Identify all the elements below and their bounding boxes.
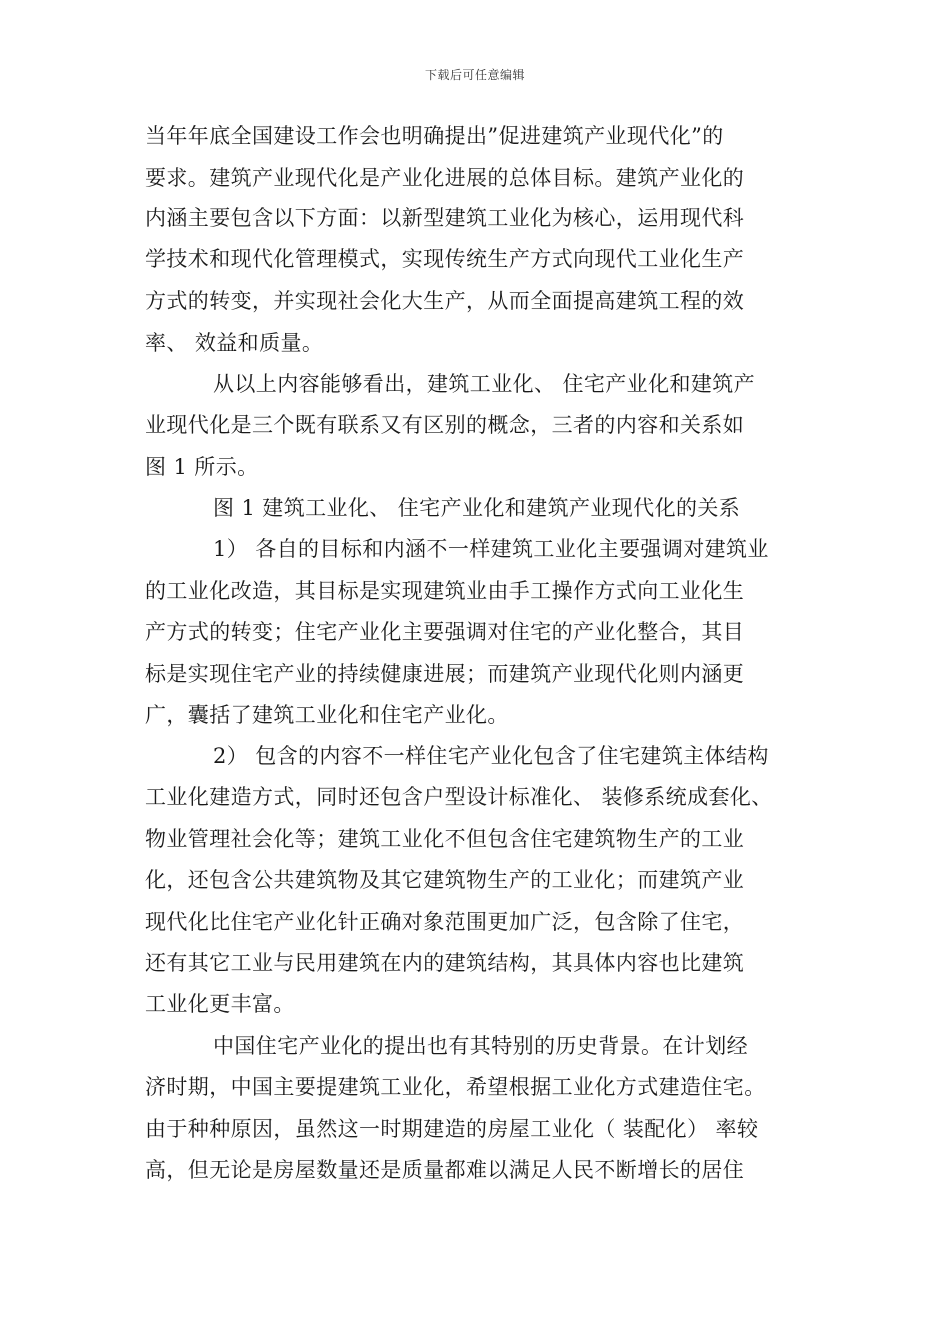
text-line: 由于种种原因，虽然这一时期建造的房屋工业化（ 装配化） 率较 (145, 1117, 759, 1141)
text-line: 工业化更丰富。 (145, 992, 295, 1016)
text-line: 1） 各自的目标和内涵不一样建筑工业化主要强调对建筑业 (213, 537, 769, 561)
text-line: 工业化建造方式，同时还包含户型设计标准化、 装修系统成套化、 (145, 785, 773, 809)
text-line: 要求。建筑产业现代化是产业化进展的总体目标。建筑产业化的 (145, 166, 745, 190)
text-line: 率、 效益和质量。 (145, 331, 324, 355)
text-line: 当年年底全国建设工作会也明确提出”促进建筑产业现代化”的 (145, 124, 724, 148)
page-header: 下载后可任意编辑 (424, 68, 525, 82)
text-line: 内涵主要包含以下方面：以新型建筑工业化为核心，运用现代科 (145, 206, 745, 230)
text-line: 方式的转变，并实现社会化大生产，从而全面提高建筑工程的效 (145, 289, 745, 313)
text-line: 济时期，中国主要提建筑工业化，希望根据工业化方式建造住宅。 (145, 1075, 766, 1099)
text-line: 图 1 所示。 (145, 455, 259, 479)
text-line: 标是实现住宅产业的持续健康进展；而建筑产业现代化则内涵更 (145, 662, 745, 686)
text-line: 中国住宅产业化的提出也有其特别的历史背景。在计划经 (213, 1034, 748, 1058)
text-line: 还有其它工业与民用建筑在内的建筑结构，其具体内容也比建筑 (145, 951, 745, 975)
text-line: 广，囊括了建筑工业化和住宅产业化。 (145, 703, 509, 727)
figure-caption: 图 1 建筑工业化、 住宅产业化和建筑产业现代化的关系 (213, 496, 741, 520)
text-line: 物业管理社会化等；建筑工业化不但包含住宅建筑物生产的工业 (145, 827, 745, 851)
text-line: 2） 包含的内容不一样住宅产业化包含了住宅建筑主体结构 (213, 744, 769, 768)
text-line: 学技术和现代化管理模式，实现传统生产方式向现代工业化生产 (145, 247, 745, 271)
text-line: 从以上内容能够看出，建筑工业化、 住宅产业化和建筑产 (213, 372, 756, 396)
text-line: 的工业化改造，其目标是实现建筑业由手工操作方式向工业化生 (145, 579, 745, 603)
text-line: 化，还包含公共建筑物及其它建筑物生产的工业化；而建筑产业 (145, 868, 745, 892)
text-line: 高，但无论是房屋数量还是质量都难以满足人民不断增长的居住 (145, 1158, 745, 1182)
text-line: 现代化比住宅产业化针正确对象范围更加广泛，包含除了住宅， (145, 910, 745, 934)
text-line: 产方式的转变；住宅产业化主要强调对住宅的产业化整合，其目 (145, 620, 745, 644)
text-line: 业现代化是三个既有联系又有区别的概念，三者的内容和关系如 (145, 413, 745, 437)
